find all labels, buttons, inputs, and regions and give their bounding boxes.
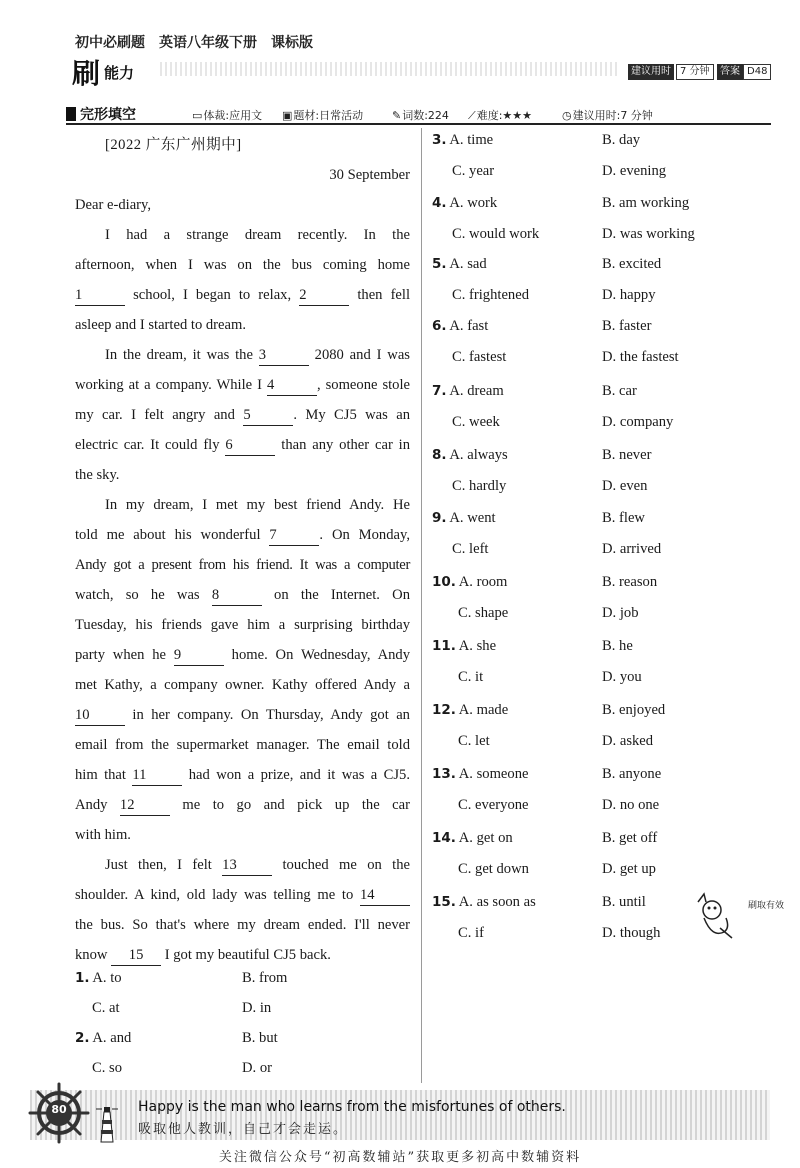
text-span: school, I began to relax, bbox=[133, 287, 292, 303]
question-number: 8. bbox=[432, 447, 447, 463]
option-text: A. time bbox=[449, 132, 494, 148]
option-13d bbox=[602, 797, 659, 814]
option-8c bbox=[452, 478, 506, 495]
passage-line bbox=[75, 640, 410, 670]
blank-7: 7 bbox=[269, 525, 319, 546]
text-span: electric car. It could fly bbox=[75, 437, 220, 453]
option-4b bbox=[602, 195, 689, 212]
blank-10: 10 bbox=[75, 705, 125, 726]
option-text: C. week bbox=[452, 414, 500, 430]
question-number: 5. bbox=[432, 256, 447, 272]
option-15c bbox=[458, 925, 484, 942]
option-14d bbox=[602, 861, 656, 878]
time-text: 建议用时:7 分钟 bbox=[572, 109, 653, 122]
option-text: B. reason bbox=[602, 574, 658, 590]
option-11a bbox=[432, 638, 496, 655]
option-11b bbox=[602, 638, 633, 655]
text-span: me to go and pick up the car bbox=[182, 797, 410, 813]
question-number: 10. bbox=[432, 574, 456, 590]
lighthouse-icon bbox=[96, 1104, 118, 1144]
option-15d bbox=[602, 925, 660, 942]
option-text: D. arrived bbox=[602, 541, 662, 557]
text-span: touched me on the bbox=[282, 857, 410, 873]
option-text: D. was working bbox=[602, 226, 695, 242]
page-number: 80 bbox=[51, 1103, 67, 1116]
option-5c bbox=[452, 287, 529, 304]
passage-line: the bus. So that's where my dream ended. I'll never bbox=[75, 917, 410, 933]
passage-line: with him. bbox=[75, 827, 131, 843]
option-3b bbox=[602, 132, 640, 149]
option-6c bbox=[452, 349, 506, 366]
blank-6: 6 bbox=[225, 435, 275, 456]
text-span: than any other car in bbox=[281, 437, 411, 453]
option-text: A. and bbox=[92, 1030, 132, 1046]
book-title: 初中必刷题 英语八年级下册 课标版 bbox=[75, 35, 313, 51]
option-text: A. dream bbox=[449, 383, 504, 399]
text-span: Andy bbox=[75, 797, 108, 813]
option-1a bbox=[75, 970, 122, 987]
answer-label: 答案 bbox=[717, 64, 743, 80]
chart-icon: ⟋ bbox=[468, 109, 476, 122]
option-text: C. it bbox=[458, 669, 484, 685]
question-number: 7. bbox=[432, 383, 447, 399]
option-text: D. the fastest bbox=[602, 349, 679, 365]
text-span: had won a prize, and it was a CJ5. bbox=[188, 767, 410, 783]
mascot-text-1: 刷取有效 bbox=[748, 901, 785, 911]
text-span: told me about his wonderful bbox=[75, 527, 261, 543]
option-text: C. fastest bbox=[452, 349, 507, 365]
passage-line bbox=[75, 580, 410, 610]
option-4d bbox=[602, 226, 695, 243]
option-text: B. car bbox=[602, 383, 637, 399]
text-span: working at a company. While I bbox=[75, 377, 262, 393]
option-text: D. even bbox=[602, 478, 648, 494]
option-text: A. fast bbox=[449, 318, 489, 334]
genre-text: 体裁:应用文 bbox=[203, 109, 263, 122]
topic-icon: ▣ bbox=[282, 109, 293, 122]
option-text: B. get off bbox=[602, 830, 658, 846]
text-span: In the dream, it was the bbox=[105, 347, 253, 363]
passage-source: [2022 广东广州期中] bbox=[105, 137, 242, 153]
section-bar bbox=[66, 103, 771, 125]
option-text: B. never bbox=[602, 447, 652, 463]
text-span: Just then, I felt bbox=[105, 857, 212, 873]
question-number: 12. bbox=[432, 702, 456, 718]
passage-line bbox=[75, 790, 410, 820]
option-9b bbox=[602, 510, 645, 527]
passage-line bbox=[75, 760, 410, 790]
option-text: D. company bbox=[602, 414, 674, 430]
time-meta bbox=[562, 107, 653, 123]
option-text: A. went bbox=[449, 510, 496, 526]
question-number: 9. bbox=[432, 510, 447, 526]
option-1d: D. in bbox=[242, 1000, 272, 1016]
question-number: 4. bbox=[432, 195, 447, 211]
text-span: 2080 and I was bbox=[314, 347, 410, 363]
text-span: in her company. On Thursday, Andy got an bbox=[132, 707, 410, 723]
option-text: A. she bbox=[458, 638, 497, 654]
wordcount-meta bbox=[392, 107, 449, 123]
option-text: C. frightened bbox=[452, 287, 530, 303]
option-text: B. excited bbox=[602, 256, 662, 272]
pen-icon: ✎ bbox=[392, 109, 402, 122]
option-text: B. am working bbox=[602, 195, 690, 211]
clock-icon: ◷ bbox=[562, 109, 572, 122]
option-text: C. let bbox=[458, 733, 490, 749]
question-number: 15. bbox=[432, 894, 456, 910]
option-12c bbox=[458, 733, 490, 750]
passage-line bbox=[75, 400, 410, 430]
question-number: 13. bbox=[432, 766, 456, 782]
question-number: 2. bbox=[75, 1030, 90, 1046]
option-text: D. happy bbox=[602, 287, 656, 303]
text-span: then fell bbox=[357, 287, 411, 303]
option-text: C. everyone bbox=[458, 797, 529, 813]
option-6b bbox=[602, 318, 651, 335]
option-15b bbox=[602, 894, 646, 911]
option-9a bbox=[432, 510, 496, 527]
passage-line: Tuesday, his friends gave him a surprising birthday bbox=[75, 617, 410, 633]
topic-meta bbox=[282, 107, 363, 123]
blank-2: 2 bbox=[299, 285, 349, 306]
time-value: 7 分钟 bbox=[676, 64, 714, 80]
option-10a bbox=[432, 574, 507, 591]
text-span: on the Internet. On bbox=[274, 587, 410, 603]
passage bbox=[75, 130, 410, 970]
option-text: A. work bbox=[449, 195, 498, 211]
option-11c bbox=[458, 669, 483, 686]
option-text: D. no one bbox=[602, 797, 660, 813]
option-2c: C. so bbox=[92, 1060, 123, 1076]
brand-logo: 刷 bbox=[72, 57, 101, 90]
blank-9: 9 bbox=[174, 645, 224, 666]
option-13a bbox=[432, 766, 528, 783]
text-span: him that bbox=[75, 767, 126, 783]
option-4a bbox=[432, 195, 497, 212]
passage-line: email from the supermarket manager. The email told bbox=[75, 737, 410, 753]
header-decor-band bbox=[160, 62, 620, 76]
column-divider bbox=[421, 128, 422, 1083]
option-text: C. left bbox=[452, 541, 489, 557]
option-text: D. though bbox=[602, 925, 661, 941]
passage-date: 30 September bbox=[329, 167, 410, 183]
quote-english: Happy is the man who learns from the misfortunes of others. bbox=[138, 1099, 566, 1115]
option-text: B. anyone bbox=[602, 766, 662, 782]
option-2a bbox=[75, 1030, 131, 1047]
passage-greeting: Dear e-diary, bbox=[75, 197, 152, 213]
option-text: A. to bbox=[92, 970, 122, 986]
option-text: A. get on bbox=[458, 830, 513, 846]
text-span: . On Monday, bbox=[319, 527, 411, 543]
question-number: 11. bbox=[432, 638, 456, 654]
blank-11: 11 bbox=[132, 765, 182, 786]
blank-5: 5 bbox=[243, 405, 293, 426]
option-text: B. until bbox=[602, 894, 646, 910]
option-8b bbox=[602, 447, 651, 464]
blank-3: 3 bbox=[259, 345, 309, 366]
genre-meta bbox=[192, 107, 262, 123]
option-text: A. someone bbox=[458, 766, 529, 782]
option-text: C. shape bbox=[458, 605, 509, 621]
passage-line bbox=[75, 430, 410, 460]
time-label: 建议用时 bbox=[628, 64, 674, 80]
quote-chinese: 吸取他人教训，自己才会走运。 bbox=[138, 1122, 349, 1137]
option-2d: D. or bbox=[242, 1060, 272, 1076]
text-span: , someone stole bbox=[316, 377, 411, 393]
option-13c bbox=[458, 797, 529, 814]
option-text: A. as soon as bbox=[458, 894, 536, 910]
option-text: B. he bbox=[602, 638, 633, 654]
brand-subtitle: 能力 bbox=[104, 64, 135, 82]
passage-line: afternoon, when I was on the bus coming home bbox=[75, 257, 410, 273]
option-9d bbox=[602, 541, 661, 558]
option-2b: B. but bbox=[242, 1030, 278, 1046]
option-text: D. evening bbox=[602, 163, 667, 179]
option-15a bbox=[432, 894, 536, 911]
option-text: C. if bbox=[458, 925, 484, 941]
option-10c bbox=[458, 605, 508, 622]
text-span: party when he bbox=[75, 647, 167, 663]
passage-line: In my dream, I met my best friend Andy. He bbox=[105, 497, 410, 513]
difficulty-meta bbox=[468, 107, 532, 123]
passage-line bbox=[75, 370, 410, 400]
text-span: . My CJ5 was an bbox=[293, 407, 411, 423]
blank-15: 15 bbox=[111, 945, 161, 966]
option-text: B. faster bbox=[602, 318, 652, 334]
blank-4: 4 bbox=[267, 375, 317, 396]
option-text: A. sad bbox=[449, 256, 487, 272]
option-text: C. get down bbox=[458, 861, 529, 877]
option-3a bbox=[432, 132, 493, 149]
option-13b bbox=[602, 766, 661, 783]
passage-line bbox=[75, 880, 410, 910]
option-7a bbox=[432, 383, 504, 400]
option-7c bbox=[452, 414, 500, 431]
option-text: C. hardly bbox=[452, 478, 507, 494]
question-number: 14. bbox=[432, 830, 456, 846]
passage-line bbox=[75, 340, 410, 370]
passage-line: the sky. bbox=[75, 467, 120, 483]
mascot-illustration bbox=[690, 888, 785, 948]
option-3c bbox=[452, 163, 494, 180]
option-14a bbox=[432, 830, 513, 847]
section-title: 完形填空 bbox=[80, 107, 136, 123]
blank-1: 1 bbox=[75, 285, 125, 306]
section-marker bbox=[66, 107, 76, 121]
option-8a bbox=[432, 447, 508, 464]
option-5d bbox=[602, 287, 656, 304]
text-span: watch, so he was bbox=[75, 587, 200, 603]
option-8d bbox=[602, 478, 647, 495]
option-text: B. enjoyed bbox=[602, 702, 666, 718]
option-1c: C. at bbox=[92, 1000, 120, 1016]
passage-line: met Kathy, a company owner. Kathy offered Andy a bbox=[75, 677, 410, 693]
option-text: D. you bbox=[602, 669, 642, 685]
genre-icon: ▭ bbox=[192, 109, 203, 122]
option-6a bbox=[432, 318, 488, 335]
bottom-note: 关注微信公众号“初高数辅站”获取更多初高中数辅资料 bbox=[218, 1150, 582, 1165]
option-text: B. flew bbox=[602, 510, 645, 526]
question-number: 6. bbox=[432, 318, 447, 334]
option-text: A. made bbox=[458, 702, 509, 718]
passage-line bbox=[75, 940, 410, 970]
option-text: D. get up bbox=[602, 861, 656, 877]
blank-8: 8 bbox=[212, 585, 262, 606]
option-10b bbox=[602, 574, 657, 591]
passage-line: I had a strange dream recently. In the bbox=[105, 227, 410, 243]
passage-line bbox=[75, 520, 410, 550]
question-number: 1. bbox=[75, 970, 90, 986]
option-6d bbox=[602, 349, 679, 366]
option-12d bbox=[602, 733, 653, 750]
text-span: my car. I felt angry and bbox=[75, 407, 235, 423]
text-span: home. On Wednesday, Andy bbox=[231, 647, 410, 663]
blank-14: 14 bbox=[360, 885, 410, 906]
option-5a bbox=[432, 256, 487, 273]
text-span: I got my beautiful CJ5 back. bbox=[164, 947, 331, 963]
answer-ref: D48 bbox=[743, 64, 771, 80]
topic-text: 题材:日常活动 bbox=[293, 109, 364, 122]
option-12a bbox=[432, 702, 508, 719]
option-12b bbox=[602, 702, 665, 719]
passage-line: Andy got a present from his friend. It was a computer bbox=[75, 557, 410, 573]
option-1b: B. from bbox=[242, 970, 288, 986]
option-9c bbox=[452, 541, 488, 558]
option-14c bbox=[458, 861, 529, 878]
option-7b bbox=[602, 383, 637, 400]
passage-line bbox=[75, 280, 410, 310]
blank-12: 12 bbox=[120, 795, 170, 816]
option-11d bbox=[602, 669, 642, 686]
text-span: know bbox=[75, 947, 108, 963]
option-4c bbox=[452, 226, 539, 243]
wordcount-text: 词数:224 bbox=[402, 109, 449, 122]
passage-line bbox=[75, 700, 410, 730]
option-text: C. would work bbox=[452, 226, 540, 242]
option-3d bbox=[602, 163, 666, 180]
option-text: D. job bbox=[602, 605, 639, 621]
difficulty-text: 难度:★★★ bbox=[476, 109, 532, 122]
option-10d bbox=[602, 605, 638, 622]
option-14b bbox=[602, 830, 657, 847]
option-text: D. asked bbox=[602, 733, 654, 749]
option-5b bbox=[602, 256, 661, 273]
option-text: C. year bbox=[452, 163, 495, 179]
option-7d bbox=[602, 414, 673, 431]
blank-13: 13 bbox=[222, 855, 272, 876]
passage-line: asleep and I started to dream. bbox=[75, 317, 246, 333]
question-number: 3. bbox=[432, 132, 447, 148]
option-text: B. day bbox=[602, 132, 641, 148]
option-text: A. room bbox=[458, 574, 508, 590]
text-span: shoulder. A kind, old lady was telling me to bbox=[75, 887, 354, 903]
option-text: A. always bbox=[449, 447, 508, 463]
passage-line bbox=[75, 850, 410, 880]
